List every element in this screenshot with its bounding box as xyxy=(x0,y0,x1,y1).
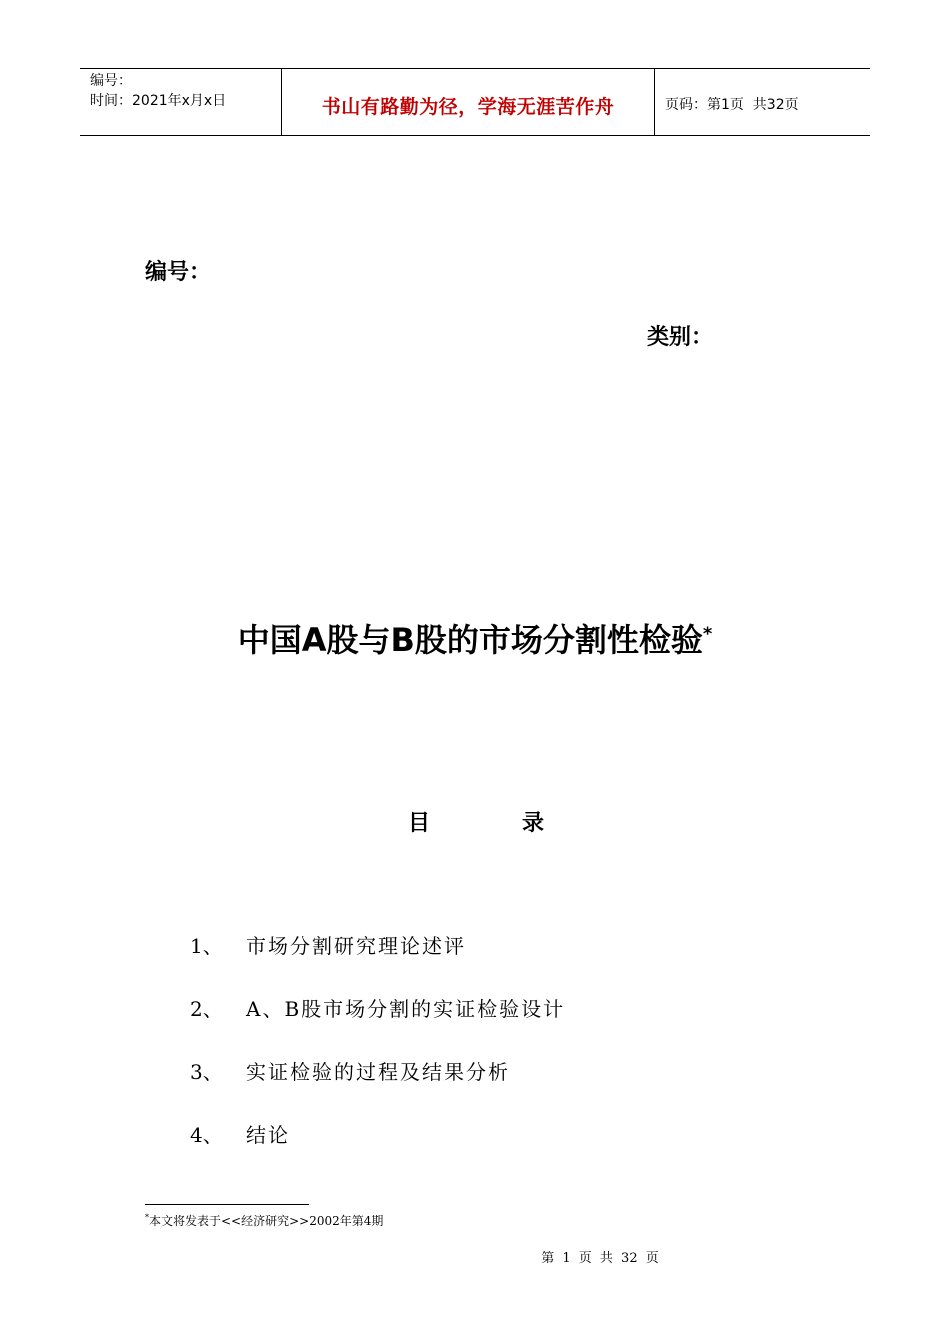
toc-title-right: 录 xyxy=(522,811,545,836)
header-page-info xyxy=(655,69,870,135)
page-header xyxy=(80,68,870,136)
footnote-mark: * xyxy=(145,1213,149,1222)
document-title-text: 中国A股与B股的市场分割性检验 xyxy=(237,621,703,659)
cover-code-label: 编号： xyxy=(145,260,212,285)
toc-title xyxy=(408,806,544,837)
toc-item[interactable] xyxy=(190,930,466,970)
toc-item-number: 1、 xyxy=(190,934,223,958)
footnote-separator xyxy=(145,1204,309,1205)
header-page-info-text: 页码：第1页 共32页 xyxy=(665,97,799,113)
header-code-label: 编号： xyxy=(90,73,132,89)
toc-item-number: 4、 xyxy=(190,1123,223,1147)
toc-item[interactable] xyxy=(190,993,565,1033)
header-motto: 书山有路勤为径，学海无涯苦作舟 xyxy=(282,69,655,135)
document-title xyxy=(0,615,950,661)
page-footer-text: 第 1 页 共 32 页 xyxy=(541,1251,659,1266)
toc-item-text: 结论 xyxy=(246,1123,290,1147)
toc-item-text: 市场分割研究理论述评 xyxy=(246,934,466,958)
toc-item-text: A、B股市场分割的实证检验设计 xyxy=(246,997,566,1021)
header-date-label: 时间：2021年x月x日 xyxy=(90,93,227,109)
footnote xyxy=(145,1212,383,1229)
title-footnote-mark: * xyxy=(702,623,713,645)
toc-title-left: 目 xyxy=(408,811,431,836)
toc-item-number: 3、 xyxy=(190,1060,223,1084)
footnote-text: 本文将发表于<<经济研究>>2002年第4期 xyxy=(149,1214,384,1228)
toc-item[interactable] xyxy=(190,1056,510,1096)
header-meta xyxy=(80,69,282,135)
toc-item-text: 实证检验的过程及结果分析 xyxy=(246,1060,510,1084)
cover-category-label: 类别： xyxy=(647,325,714,350)
toc-item-number: 2、 xyxy=(190,997,223,1021)
page-footer xyxy=(0,1247,950,1266)
toc-item[interactable] xyxy=(190,1119,290,1159)
